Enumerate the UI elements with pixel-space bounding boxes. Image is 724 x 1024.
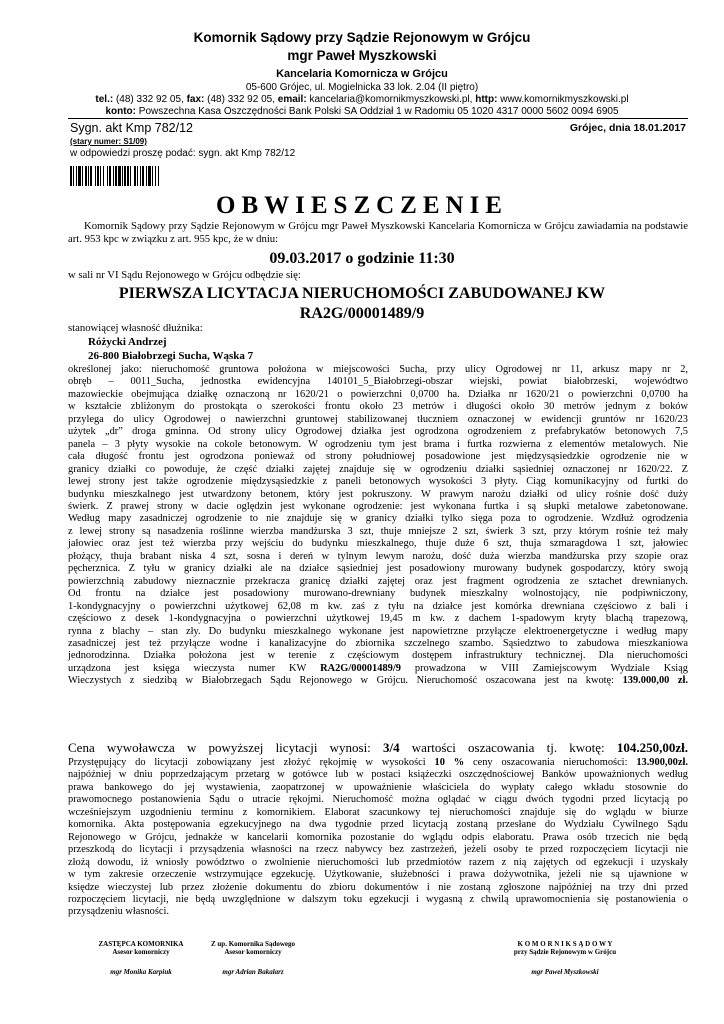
barcode-image xyxy=(70,166,194,186)
notice-title: OBWIESZCZENIE xyxy=(216,192,508,219)
notice-intro: Komornik Sądowy przy Sądzie Rejonowym w Grójcu mgr Paweł Myszkowski Kancelaria Komornicza w Grójcu zawiadamia na podstawie art. 953 kpc w związku z art. 955 kpc, że w dniu: xyxy=(68,220,688,246)
desc-line: zasadniczej jest też przyłącze wodne i kanalizacyjne do zbiornika szczelnego szambo. Sąsiedztwo to zabudowa mieszkaniowa xyxy=(68,637,688,649)
desc-line: rynna z blachy – stan zły. Do budynku mieszkalnego wykonane jest napowietrzne przyłącze elektroenergetyczne i według mapy xyxy=(68,625,688,637)
chancellery-name: Kancelaria Komornicza w Grójcu xyxy=(276,68,448,80)
terms-line: przysądzeniu własności. xyxy=(68,906,169,918)
office-address: 05-600 Grójec, ul. Mogielnicka 33 lok. 2.04 (II piętro) xyxy=(245,82,479,93)
deposit-percent: 10 % xyxy=(434,757,465,768)
terms-line: księdze wieczystej lub przez złożenie dokumentu do zbioru dokumentów i nie zostaną zgłoszone najpóźniej na trzy dni przed xyxy=(68,881,688,893)
barcode-bar xyxy=(73,166,74,186)
price-label-2: wartości oszacowania tj. kwotę: xyxy=(411,740,605,755)
auction-heading-line2: RA2G/00001489/9 xyxy=(299,305,425,322)
terms-text: Przystępujący do licytacji zobowiązany jest złożyć rękojmię w wysokości xyxy=(68,757,435,768)
signature-subtitle: przy Sądzie Rejonowym w Grójcu xyxy=(513,948,617,956)
signature-title: Z up. Komornika Sądowego xyxy=(210,940,296,948)
desc-line: Od frontu na działce jest posadowiony murowano-drewniany budynek mieszkalny wolnostojący, nie podpiwniczony, xyxy=(68,588,688,600)
desc-line: 1-kondygnacyjny o powierzchni użytkowej 62,08 m kw. zaś z tyłu na działce jest komórka drewniana częściowo z bali i xyxy=(68,600,688,612)
barcode-bar xyxy=(124,166,126,186)
land-register-number: RA2G/00001489/9 xyxy=(320,662,401,674)
desc-line: w kształcie zbliżonym do prostokąta o szerokości frontu około 23 metrów i długości około 30 metrów jednym z boków xyxy=(68,401,688,413)
barcode-bar xyxy=(152,166,153,186)
desc-line xyxy=(68,663,688,675)
desc-line: obręb – 0011_Sucha, jednostka ewidencyjna 140101_5_Białobrzegi-obszar wiejski, powiat białobrzeski, wojewódtwo xyxy=(68,376,688,388)
signature-block-assessor xyxy=(198,940,308,976)
signature-subtitle: Asesor komorniczy xyxy=(112,948,170,956)
barcode-bar xyxy=(82,166,83,186)
barcode-bar xyxy=(70,166,72,186)
auction-heading xyxy=(0,284,724,324)
email-value: kancelaria@komornikmyszkowski.pl, xyxy=(309,94,473,105)
barcode-bar xyxy=(85,166,87,186)
terms-line: rozpoczęciem licytacji, nie będą uwzględnione w dalszym toku egzekucji i wygasną z chwilą uprawomocnienia się postanowienia o xyxy=(68,893,688,905)
desc-line: powierzchnią zabudowy nieznacznie przekracza granicę działki zajętej oraz jest fragment ogrodzenia ze sztachet drewnianych. xyxy=(68,575,688,587)
terms-line: prawomocnego postanowienia Sądu o utracie rękojmi. Nieruchomość można oglądać w ciągu dwóch tygodni przed licytacją po xyxy=(68,794,688,806)
terms-line: Rejonowego w Grójcu, jednakże w kancelarii komornika pozostanie do wglądu odpis elaboratu. Prawa osób trzecich nie będą xyxy=(68,831,688,843)
http-label: http: xyxy=(475,94,498,105)
auction-heading-line1: PIERWSZA LICYTACJA NIERUCHOMOŚCI ZABUDOWANEJ KW xyxy=(118,285,606,302)
signature-name: mgr Adrian Bakalarz xyxy=(222,968,284,976)
email-label: email: xyxy=(277,94,307,105)
auction-terms xyxy=(68,757,688,919)
case-number: Sygn. akt Kmp 782/12 xyxy=(70,121,193,135)
barcode-bar xyxy=(90,166,92,186)
desc-line: użytek „dr” droga gminna. Od strony ulicy Ogrodowej działka jest ogrodzona ogrodzeniem z prefabrykatów betonowych 7,5 xyxy=(68,426,688,438)
terms-line: przeszkodą do licytacji i przysądzenia własności na rzecz nabywcy bez zastrzeżeń, jeżeli osoby te przed rozpoczęciem licytacji nie xyxy=(68,844,688,856)
valuation-amount: 139.000,00 zł. xyxy=(622,675,688,687)
tel-value: (48) 332 92 05, xyxy=(115,94,184,105)
account-value: Powszechna Kasa Oszczędności Bank Polski SA Oddział 1 w Radomiu 05 1020 4317 0000 5602 0094 6905 xyxy=(138,106,619,117)
barcode-bar xyxy=(155,166,156,186)
barcode-bar xyxy=(158,166,159,186)
barcode-bar xyxy=(113,166,114,186)
desc-line: częściowo z desek 1-kondygnacyjna o powierzchni użytkowej 19,45 m kw. z dachem 1-spadowym kryty blachą trapezową, xyxy=(68,613,688,625)
office-name: Komornik Sądowy przy Sądzie Rejonowym w Grójcu xyxy=(193,30,531,45)
desc-line: panela – 3 płyty wysokie na cokole betonowym. W ogrodzeniu tym jest brama i furtka rozwierna z elementów metalowych. Nie xyxy=(68,438,688,450)
contact-line xyxy=(0,94,724,105)
fax-label: fax: xyxy=(186,94,205,105)
desc-text: prowadzona w VIII Zamiejscowym Wydziale Ksiąg xyxy=(400,662,688,674)
terms-line: złożą dowodu, iż wniosły powództwo o zwolnienie nieruchomości lub przedmiotów razem z nią zajętych od egzekucji i uzyskały xyxy=(68,856,688,868)
desc-text: urządzona jest księga wieczysta numer KW xyxy=(68,662,321,674)
barcode-bar xyxy=(115,166,117,186)
desc-line: cała długość frontu jest ogrodzona ponieważ od strony południowej posadowione jest międzysąsiedzkie ogrodzenie nie w xyxy=(68,451,688,463)
property-description xyxy=(68,364,688,688)
desc-line: jednorodzinna. Działka położona jest w terenie z częściowym dostępem infrastruktury technicznej. Dla nieruchomości xyxy=(68,650,688,662)
terms-line xyxy=(68,757,688,769)
signature-title: ZASTĘPCA KOMORNIKA xyxy=(98,940,184,948)
barcode-bar xyxy=(107,166,108,186)
barcode-bar xyxy=(100,166,101,186)
barcode-bar xyxy=(97,166,99,186)
desc-line: mazowieckie obejmująca działkę oznaczoną nr 1620/21 o powierzchni 0,0700 ha. Działka nr 1620/21 o powierzchni 0,0700 ha xyxy=(68,388,688,400)
barcode-bar xyxy=(109,166,111,186)
http-value: www.komornikmyszkowski.pl xyxy=(500,94,629,105)
auction-datetime: 09.03.2017 o godzinie 11:30 xyxy=(269,250,455,267)
owner-label: stanowiącej własność dłużnika: xyxy=(68,322,203,334)
desc-line: z lewej strony są nasadzenia roślinne wierzba mandżurska 3 szt, thuje mniejsze 2 szt, świerk 3 szt, przy którym rośnie też mały xyxy=(68,525,688,537)
issue-date: Grójec, dnia 18.01.2017 xyxy=(569,122,686,134)
tel-label: tel.: xyxy=(95,94,114,105)
starting-price-amount: 104.250,00zł. xyxy=(616,740,688,755)
bailiff-name: mgr Paweł Myszkowski xyxy=(287,48,437,63)
barcode-bar xyxy=(142,166,144,186)
barcode-bar xyxy=(130,166,131,186)
desc-line xyxy=(68,675,688,687)
reply-note: w odpowiedzi proszę podać: sygn. akt Kmp 782/12 xyxy=(70,148,296,159)
debtor-name: Różycki Andrzej xyxy=(88,336,167,348)
signature-block-deputy xyxy=(86,940,196,976)
barcode-bar xyxy=(148,166,151,186)
terms-text: ceny oszacowania nieruchomości: xyxy=(464,757,637,768)
barcode-bar xyxy=(78,166,81,186)
signature-title: K O M O R N I K S Ą D O W Y xyxy=(517,940,613,948)
desc-line: świerk. Z prawej strony w dacie oględzin jest wykonane ogrodzenie: jest wykonana furtka i są słupki metalowe zabetonowane. xyxy=(68,500,688,512)
barcode-bar xyxy=(122,166,123,186)
starting-price-line xyxy=(68,740,688,756)
desc-line: granicy działki co powoduje, że część działki zajętej znajduje się w ogrodzeniu działki sąsiedniej oznaczonej nr 1620/22. Z xyxy=(68,463,688,475)
terms-line: wcześniejszym uzgodnieniu terminu z komornikiem. Elaborat szacunkowy tej nieruchomości znajduje się do wglądu w biurze xyxy=(68,806,688,818)
barcode-bar xyxy=(103,166,104,186)
account-label: konto: xyxy=(105,106,136,117)
terms-line: w tym zakresie orzeczenie wstrzymujące egzekucję. Użytkowanie, służebności i prawa dożywotnika, jeżeli nie są ujawnione w xyxy=(68,869,688,881)
desc-line: określonej jako: nieruchomość gruntowa położona w miejscowości Sucha, przy ulicy Ogrodowej nr 11, arkusz mapy nr 2, xyxy=(68,364,688,375)
desc-line: jałowiec oraz jest też wierzba przy wejściu do budynku mieszkalnego, thuje duże 6 szt, thuja szmaragdowa 1 szt, jałowiec xyxy=(68,538,688,550)
desc-line: Według mapy zasadniczej ogrodzenie to nie znajduje się w granicy działki tylko sięga poza to ogrodzenie. Wzdłuż ogrodzenia xyxy=(68,513,688,525)
desc-line: płożący, thuja brabant niska 4 szt, sosna i dereń w tylnym lewym narożu, dość duża wierzba mandżurska przy szopie oraz xyxy=(68,550,688,562)
desc-line: lewej strony jest także ogrodzenie międzysąsiedzkie z paneli betonowych wysokości 3 płyty. Ciąg komunikacyjny od furtki do xyxy=(68,476,688,488)
barcode-bar xyxy=(146,166,147,186)
price-fraction: 3/4 xyxy=(382,740,400,755)
barcode-bar xyxy=(118,166,121,186)
barcode-bar xyxy=(76,166,77,186)
fax-value: (48) 332 92 05, xyxy=(207,94,275,105)
price-label: Cena wywoławcza w powyższej licytacji wynosi: xyxy=(68,740,371,755)
header-divider xyxy=(68,118,688,119)
signature-name: mgr Paweł Myszkowski xyxy=(531,968,599,976)
signature-subtitle: Asesor komorniczy xyxy=(224,948,282,956)
desc-line: przylega do ulicy Ogrodowej o nawierzchni gruntowej stabilizowanej tłuczniem oznaczonej w ewidencji gruntów nr 1620/23 xyxy=(68,413,688,425)
old-case-number: (stary numer: S1/09) xyxy=(70,137,147,146)
barcode-bar xyxy=(140,166,141,186)
barcode-bar xyxy=(137,166,138,186)
terms-line: komornika. Akta postępowania egzekucyjnego na dwa tygodnie przed licytacją zostaną przesłane do Wydziału Cywilnego Sądu xyxy=(68,819,688,831)
signature-name: mgr Monika Karpiuk xyxy=(110,968,172,976)
desc-line: budynku mieszkalnego jest utwardzony betonem, który jest pokruszony. W prawym narożu działki od ulicy rośnie dość duży xyxy=(68,488,688,500)
terms-line: najpóźniej w dniu poprzedzającym przetarg w gotówce lub w postaci książeczki oszczędnościowej Banków upoważnionych według xyxy=(68,769,688,781)
terms-line: prawa bankowego do jej wystawienia, zaopatrzonej w upoważnienie właściciela do wypłaty całego wkładu stosownie do xyxy=(68,781,688,793)
deposit-amount: 13.900,00zł. xyxy=(636,757,688,768)
debtor-address: 26-800 Białobrzegi Sucha, Wąska 7 xyxy=(88,350,254,362)
barcode-bar xyxy=(127,166,129,186)
barcode-bar xyxy=(88,166,89,186)
barcode-bar xyxy=(95,166,96,186)
auction-room: w sali nr VI Sądu Rejonowego w Grójcu odbędzie się: xyxy=(68,269,301,281)
desc-line: pęcherznica. Z tyłu w granicy działki ale na działce sąsiedniej jest posadowiony murowany budynek gospodarczy, który swoją xyxy=(68,563,688,575)
barcode-bar xyxy=(134,166,136,186)
bank-account-line xyxy=(0,106,724,117)
signature-block-bailiff xyxy=(490,940,640,976)
desc-text: Wieczystych z siedzibą w Białobrzegach Sądu Rejonowego w Grójcu. Nieruchomość oszacowana jest na kwotę: xyxy=(68,675,623,687)
